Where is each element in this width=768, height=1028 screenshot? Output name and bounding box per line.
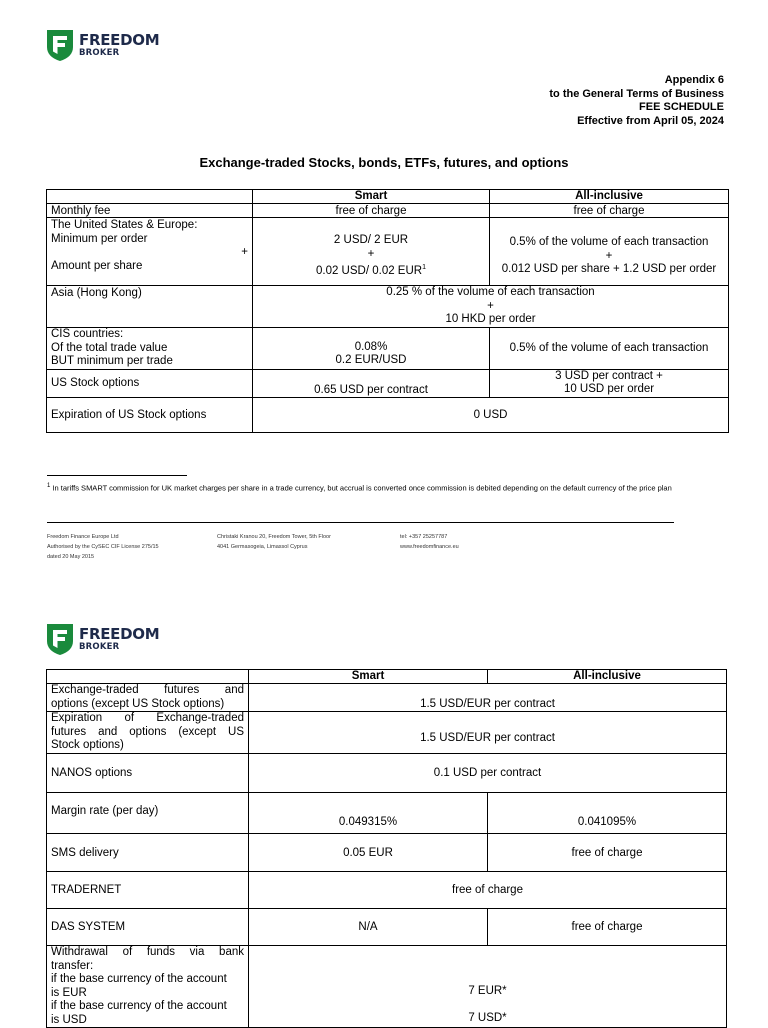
cell-all-inclusive: 0.5% of the volume of each transaction (490, 328, 729, 370)
freedom-broker-logo-icon (47, 624, 73, 655)
cell-all-inclusive (490, 218, 729, 286)
row-label: Margin rate (per day) (47, 793, 249, 834)
row-label (47, 218, 253, 286)
freedom-broker-logo (47, 30, 159, 61)
logo-name: FREEDOM (79, 625, 160, 644)
plus-sign: + (241, 246, 248, 258)
fee-table-other (46, 669, 727, 1028)
footnote-marker: 1 (47, 483, 51, 489)
label-line: BUT minimum per trade (51, 355, 173, 367)
plus-sign: + (487, 299, 494, 312)
table-row (47, 946, 727, 1028)
table-row (47, 369, 729, 397)
header-smart: Smart (253, 190, 490, 204)
footnote-text: In tariffs SMART commission for UK market charges per share in a trade currency, but accrual is converted once commission is debited depending on the default currency of the price plan (52, 483, 672, 493)
fee-table-stocks (46, 189, 729, 433)
cell-smart (253, 218, 490, 286)
cell-line: 0.2 EUR/USD (335, 354, 407, 367)
label-line: Withdrawal of funds via bank (51, 946, 244, 958)
cell-line: 10 HKD per order (445, 313, 536, 326)
label-line: Stock options) (51, 739, 124, 752)
label-line: options (except US Stock options) (51, 697, 225, 710)
label-line: is USD (51, 1013, 87, 1026)
cell-merged: 1.5 USD/EUR per contract (249, 684, 727, 712)
cell-line: 0.5% of the volume of each transaction (509, 236, 709, 249)
label-line: if the base currency of the account (51, 1000, 227, 1012)
freedom-broker-logo (47, 624, 159, 655)
cell-line: 0.012 USD per share + 1.2 USD per order (501, 263, 717, 276)
logo-name: FREEDOM (79, 31, 160, 50)
table-row (47, 712, 727, 754)
label-line: Exchange-traded futures and (51, 684, 244, 696)
cell-all-inclusive: free of charge (488, 834, 727, 872)
cell-line: 0.08% (354, 340, 388, 353)
table-row (47, 834, 727, 872)
cell-line (257, 261, 485, 278)
cell-line: 0.25 % of the volume of each transaction (386, 286, 595, 299)
table-header-row (47, 190, 729, 204)
footer-line: 4041 Germasogeia, Limassol Cyprus (217, 544, 308, 550)
table-row (47, 872, 727, 909)
row-label: US Stock options (47, 369, 253, 397)
row-label: NANOS options (47, 754, 249, 793)
label-line: Expiration of Exchange-traded (51, 712, 244, 725)
footer-link[interactable]: www.freedomfinance.eu (400, 544, 459, 550)
footnote-divider (47, 475, 187, 476)
header-empty (47, 190, 253, 204)
cell-smart: 0.05 EUR (249, 834, 488, 872)
footer-line: Christaki Kranou 20, Freedom Tower, 5th Floor (217, 534, 331, 540)
cell-line: 7 EUR* (468, 985, 507, 997)
appendix-line: Effective from April 05, 2024 (577, 114, 724, 127)
row-label: SMS delivery (47, 834, 249, 872)
row-label: TRADERNET (47, 872, 249, 909)
footer-address (217, 532, 331, 552)
cell-smart: N/A (249, 909, 488, 946)
row-label: Expiration of US Stock options (47, 397, 253, 432)
footer-line: Freedom Finance Europe Ltd (47, 534, 119, 540)
freedom-broker-logo-icon (47, 30, 73, 61)
logo-sub: BROKER (79, 48, 120, 59)
header-all-inclusive: All-inclusive (488, 670, 727, 684)
table-header-row (47, 670, 727, 684)
cell-line: 7 USD* (468, 1012, 507, 1024)
label-line: is EUR (51, 986, 87, 999)
table-row (47, 328, 729, 370)
table-row (47, 204, 729, 218)
label-line: if the base currency of the account (51, 973, 227, 985)
label-line: Minimum per order (51, 232, 148, 245)
appendix-line: Appendix 6 (664, 74, 724, 86)
table-row (47, 793, 727, 834)
row-label: DAS SYSTEM (47, 909, 249, 946)
header-empty (47, 670, 249, 684)
appendix-line: to the General Terms of Business (549, 87, 724, 100)
row-label: Monthly fee (47, 204, 253, 218)
cell-smart: free of charge (253, 204, 490, 218)
cell-all-inclusive (490, 369, 729, 397)
plus-sign: + (605, 249, 613, 262)
footer-company (47, 532, 159, 562)
cell-merged: 0 USD (253, 397, 729, 432)
label-line: The United States & Europe: (51, 219, 198, 231)
cell-merged (249, 946, 727, 1028)
label-line: CIS countries: (51, 328, 124, 340)
cell-smart (253, 328, 490, 370)
cell-merged (253, 286, 729, 328)
document-title: Exchange-traded Stocks, bonds, ETFs, futures, and options (199, 155, 569, 170)
row-label (47, 328, 253, 370)
footer-divider (47, 522, 674, 523)
cell-smart: 0.65 USD per contract (253, 369, 490, 397)
footer-contact (400, 532, 459, 552)
label-line: Amount per share (51, 259, 143, 272)
appendix-line: FEE SCHEDULE (639, 101, 724, 113)
cell-all-inclusive: 0.041095% (488, 793, 727, 834)
plus-sign: + (367, 247, 375, 260)
table-row (47, 909, 727, 946)
cell-merged: 1.5 USD/EUR per contract (249, 712, 727, 754)
table-row (47, 218, 729, 286)
appendix-header (549, 74, 724, 128)
cell-line: 2 USD/ 2 EUR (333, 234, 409, 247)
footer-line: Authorised by the CySEC CIF License 275/15 (47, 544, 159, 550)
cell-smart: 0.049315% (249, 793, 488, 834)
cell-merged: free of charge (249, 872, 727, 909)
table-row (47, 397, 729, 432)
footer-line: tel: +357 25257787 (400, 534, 448, 540)
label-line: Of the total trade value (51, 341, 168, 354)
cell-text: 0.02 USD/ 0.02 EUR (315, 265, 423, 278)
header-all-inclusive: All-inclusive (490, 190, 729, 204)
spacer (253, 999, 722, 1013)
logo-sub: BROKER (79, 642, 120, 653)
cell-merged: 0.1 USD per contract (249, 754, 727, 793)
header-smart: Smart (249, 670, 488, 684)
cell-line: 3 USD per contract + (555, 369, 663, 382)
label-line: transfer: (51, 959, 94, 972)
label-line: futures and options (except US (51, 725, 244, 738)
footnote (47, 481, 727, 494)
cell-all-inclusive: free of charge (490, 204, 729, 218)
row-label (47, 684, 249, 712)
row-label (47, 946, 249, 1028)
table-row (47, 754, 727, 793)
table-row (47, 684, 727, 712)
footer-line: dated 20 May 2015 (47, 554, 95, 560)
cell-line: 10 USD per order (563, 383, 655, 395)
table-row (47, 286, 729, 328)
row-label: Asia (Hong Kong) (47, 286, 253, 328)
row-label (47, 712, 249, 754)
cell-all-inclusive: free of charge (488, 909, 727, 946)
footnote-ref: 1 (422, 264, 426, 272)
